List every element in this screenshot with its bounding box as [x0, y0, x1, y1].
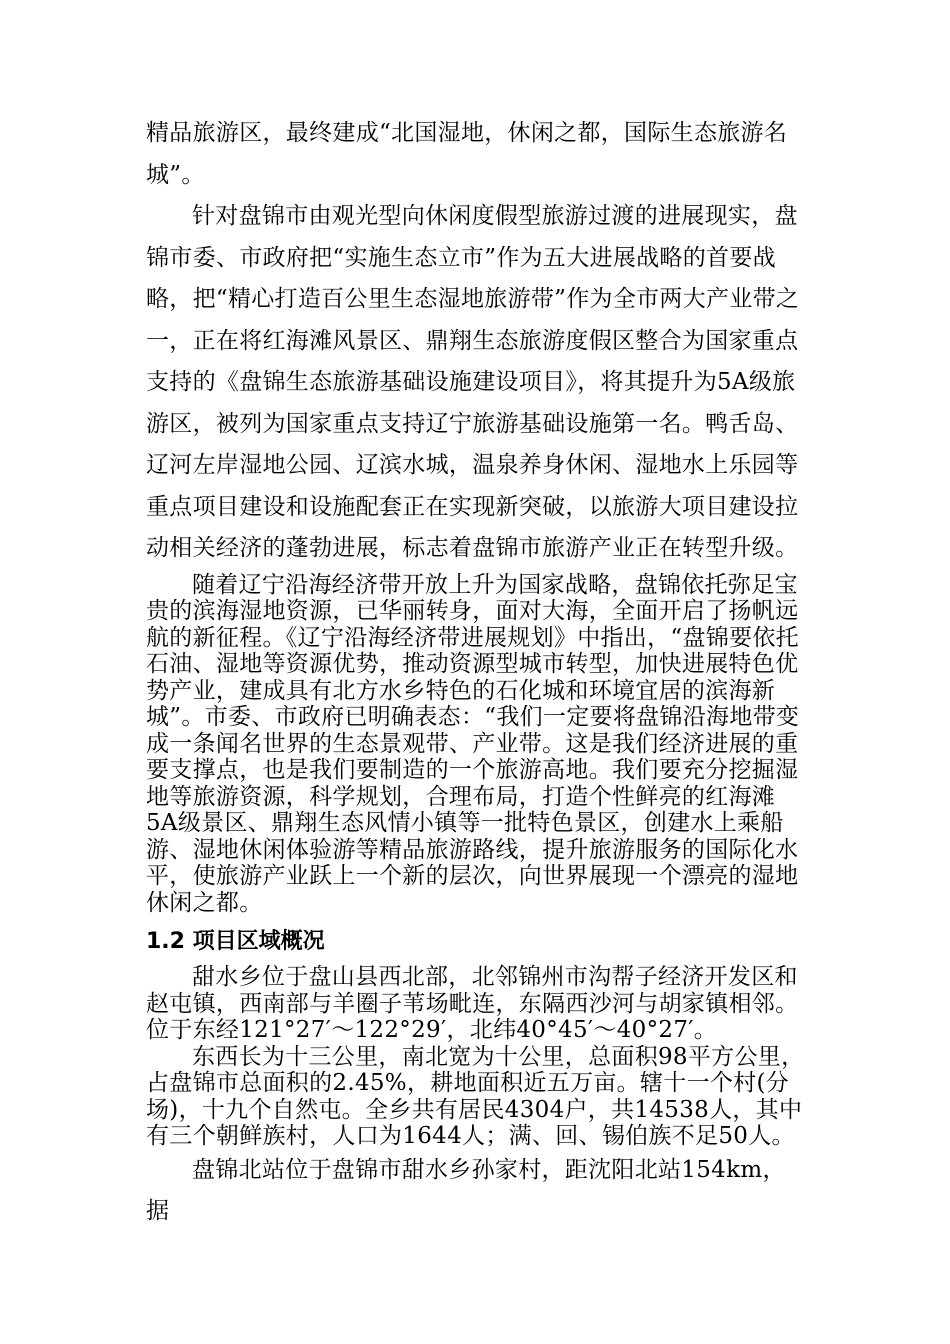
- paragraph-area-population: 东西长为十三公里，南北宽为十公里，总面积98平方公里，占盘锦市总面积的2.45%，耕地面积近五万亩。辖十一个村(分场)，十九个自然屯。全乡共有居民4304户，共14538人，其中有三个朝鲜族村，人口为1644人；满、回、锡伯族不足50人。: [146, 1043, 805, 1149]
- paragraph-tourism-strategy: 针对盘锦市由观光型向休闲度假型旅游过渡的进展现实，盘锦市委、市政府把“实施生态立市”作为五大进展战略的首要战略，把“精心打造百公里生态湿地旅游带”作为全市两大产业带之一，正在将红海滩风景区、鼎翔生态旅游度假区整合为国家重点支持的《盘锦生态旅游基础设施建设项目》，将其提升为5A级旅游区，被列为国家重点支持辽宁旅游基础设施第一名。鸭舌岛、辽河左岸湿地公园、辽滨水城，温泉养身休闲、湿地水上乐园等重点项目建设和设施配套正在实现新突破，以旅游大项目建设拉动相关经济的蓬勃进展，标志着盘锦市旅游产业正在转型升级。: [146, 203, 800, 561]
- paragraph-coastal-economy: 随着辽宁沿海经济带开放上升为国家战略，盘锦依托弥足宝贵的滨海湿地资源，已华丽转身，面对大海，全面开启了扬帆远航的新征程。《辽宁沿海经济带进展规划》中指出，“盘锦要依托石油、湿地等资源优势，推动资源型城市转型，加快进展特色优势产业，建成具有北方水乡特色的石化城和环境宜居的滨海新城”。市委、市政府已明确表态：“我们一定要将盘锦沿海地带变成一条闻名世界的生态景观带、产业带。这是我们经济进展的重要支撑点，也是我们要制造的一个旅游高地。我们要充分挖掘湿地等旅游资源，科学规划，合理布局，打造个性鲜亮的红海滩5A级景区、鼎翔生态风情小镇等一批特色景区，创建水上乘船游、湿地休闲体验游等精品旅游路线，提升旅游服务的国际化水平，使旅游产业跃上一个新的层次，向世界展现一个漂亮的湿地休闲之都。: [146, 571, 800, 916]
- paragraph-continuation: 精品旅游区，最终建成“北国湿地，休闲之都，国际生态旅游名城”。: [146, 120, 788, 188]
- paragraph-north-station: 盘锦北站位于盘锦市甜水乡孙家村，距沈阳北站154km，据: [146, 1156, 786, 1224]
- paragraph-location: 甜水乡位于盘山县西北部，北邻锦州市沟帮子经济开发区和赵屯镇，西南部与羊圈子苇场毗连，东隔西沙河与胡家镇相邻。位于东经121°27′～122°29′，北纬40°45′～40°27′。: [146, 964, 799, 1043]
- document-page: [146, 113, 806, 1233]
- section-heading: 1.2 项目区域概况: [146, 929, 325, 954]
